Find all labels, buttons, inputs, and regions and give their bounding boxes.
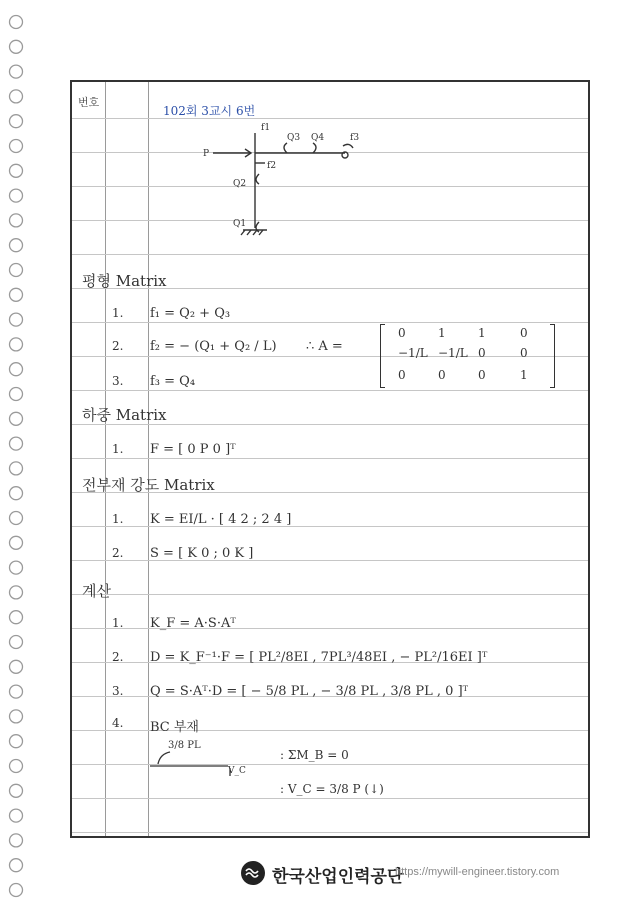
line-number: 1. [112, 442, 124, 456]
line-number: 3. [112, 374, 124, 388]
bracket-left [380, 324, 385, 388]
binder-ring [10, 735, 23, 748]
ruled-line [72, 254, 588, 255]
binder-ring [10, 660, 23, 673]
margin-line [105, 82, 106, 836]
binder-ring [10, 437, 23, 450]
margin-line [148, 82, 149, 836]
section-title: 전부재 강도 Matrix [82, 476, 215, 494]
binder-ring [10, 834, 23, 847]
binder-ring [10, 65, 23, 78]
binder-ring [10, 189, 23, 202]
binder-ring [10, 611, 23, 624]
diagram-label: Q2 [233, 179, 247, 189]
binder-ring [10, 487, 23, 500]
equation-line: F = [ 0 P 0 ]ᵀ [150, 442, 236, 457]
diagram-label: Q4 [311, 133, 325, 143]
matrix-cell: 1 [438, 326, 446, 340]
section-title: 계산 [82, 582, 111, 600]
line-number: 2. [112, 546, 124, 560]
line-number: 4. [112, 716, 124, 730]
ruled-line [72, 390, 588, 391]
binder-ring [10, 884, 23, 897]
q4-moment [313, 143, 316, 153]
diagram-label: Q3 [287, 133, 301, 143]
line-number: 1. [112, 616, 124, 630]
equation-line: f₃ = Q₄ [150, 374, 196, 389]
line-number: 1. [112, 306, 124, 320]
ruled-line [72, 594, 588, 595]
matrix-cell: −1/L [438, 346, 468, 360]
binder-ring [10, 115, 23, 128]
matrix-cell: 0 [520, 346, 528, 360]
binder-ring [10, 536, 23, 549]
load-label: P [203, 149, 210, 159]
moment-label: 3/8 PL [168, 740, 201, 751]
equation-line: D = K_F⁻¹·F = [ PL²/8EI , 7PL³/48EI , − PL²/16EI ]ᵀ [150, 650, 488, 665]
line-number: 2. [112, 339, 124, 353]
binder-ring [10, 710, 23, 723]
frame-diagram [195, 118, 365, 248]
q2-moment [256, 174, 259, 184]
matrix-assignment: ∴ A = [306, 339, 343, 354]
binder-ring [10, 264, 23, 277]
bc-member-sketch [148, 738, 248, 778]
matrix-cell: 1 [478, 326, 486, 340]
reaction-label: V_C [228, 766, 246, 776]
binder-ring [10, 859, 23, 872]
footer-organization: 한국산업인력공단 [272, 867, 404, 886]
matrix-cell: 0 [478, 346, 486, 360]
matrix-cell: 0 [398, 368, 406, 382]
problem-reference: 102회 3교시 6번 [163, 104, 256, 118]
binder-ring [10, 288, 23, 301]
f3-arrow [343, 144, 353, 148]
line-number: 1. [112, 512, 124, 526]
equation-line: BC 부재 [150, 720, 199, 735]
equation-line: : V_C = 3/8 P (↓) [280, 782, 384, 796]
section-title: 하중 Matrix [82, 406, 167, 424]
equation-line: f₁ = Q₂ + Q₃ [150, 306, 231, 321]
binder-ring [10, 313, 23, 326]
ruled-line [72, 458, 588, 459]
line-number: 2. [112, 650, 124, 664]
binder-ring [10, 784, 23, 797]
ruled-line [72, 798, 588, 799]
footer-url: https://mywill-engineer.tistory.com [395, 866, 560, 878]
matrix-cell: 0 [438, 368, 446, 382]
equation-line: : ΣM_B = 0 [280, 748, 349, 762]
equation-line: f₂ = − (Q₁ + Q₂ / L) [150, 339, 277, 354]
hrdk-logo-icon [240, 860, 266, 886]
matrix-a [380, 324, 555, 388]
diagram-label: Q1 [233, 219, 247, 229]
equation-line: K_F = A·S·Aᵀ [150, 616, 236, 631]
equation-line: K = EI/L · [ 4 2 ; 2 4 ] [150, 512, 292, 527]
ruled-line [72, 322, 588, 323]
ruled-line [72, 832, 588, 833]
binder-ring [10, 809, 23, 822]
matrix-cell: 0 [478, 368, 486, 382]
binder-ring [10, 140, 23, 153]
bracket-right [550, 324, 555, 388]
matrix-cell: 0 [398, 326, 406, 340]
matrix-cell: −1/L [398, 346, 428, 360]
binder-ring [10, 388, 23, 401]
binder-rings [0, 0, 40, 901]
diagram-label: f1 [261, 123, 271, 133]
binder-ring [10, 214, 23, 227]
binder-ring [10, 412, 23, 425]
matrix-cell: 1 [520, 368, 528, 382]
equation-line: Q = S·Aᵀ·D = [ − 5/8 PL , − 3/8 PL , 3/8 PL , 0 ]ᵀ [150, 684, 469, 699]
line-number: 3. [112, 684, 124, 698]
binder-ring [10, 512, 23, 525]
binder-ring [10, 90, 23, 103]
q3-moment [284, 143, 287, 153]
binder-ring [10, 561, 23, 574]
binder-ring [10, 16, 23, 29]
number-label: 번호 [78, 97, 100, 109]
binder-ring [10, 239, 23, 252]
binder-ring [10, 338, 23, 351]
binder-ring [10, 164, 23, 177]
binder-ring [10, 685, 23, 698]
binder-ring [10, 363, 23, 376]
binder-ring [10, 586, 23, 599]
binder-ring [10, 40, 23, 53]
binder-ring [10, 760, 23, 773]
section-title: 평형 Matrix [82, 272, 167, 290]
binder-ring [10, 462, 23, 475]
binder-ring [10, 636, 23, 649]
matrix-cell: 0 [520, 326, 528, 340]
diagram-label: f2 [267, 161, 277, 171]
equation-line: S = [ K 0 ; 0 K ] [150, 546, 254, 561]
diagram-label: f3 [350, 133, 360, 143]
